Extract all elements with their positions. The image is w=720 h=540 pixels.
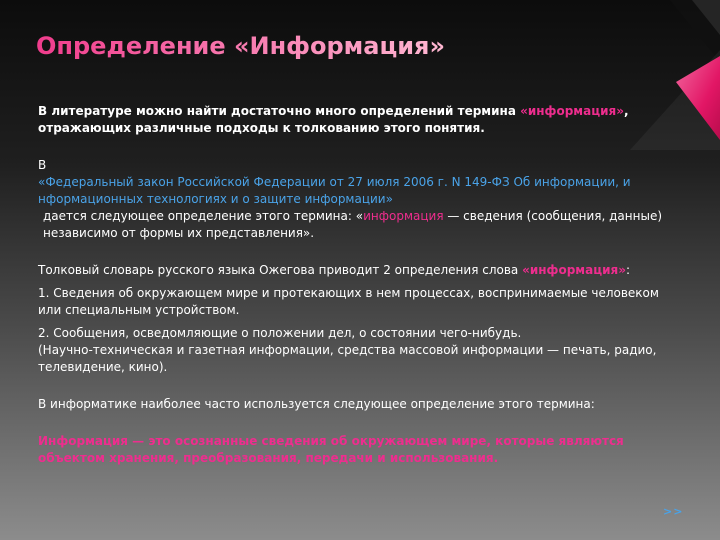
informatics-paragraph: В информатике наиболее часто используется следующее определение этого термина: (38, 397, 595, 411)
svg-text:Определение «Информация»: Определение «Информация» (36, 32, 445, 60)
definition-2-line2: (Научно-техническая и газетная информации, средства массовой информации — печать, радио, телевидение, кино). (38, 343, 657, 374)
term-highlight: «информация» (522, 263, 626, 277)
final-definition: Информация — это осознанные сведения об окружающем мире, которые являются объектом хранения, преобразования, передачи и использования. (38, 434, 624, 465)
ozhegov-paragraph: Толковый словарь русского языка Ожегова приводит 2 определения слова «информация»: (38, 263, 630, 277)
term-highlight: информация (363, 209, 444, 223)
next-slide-link[interactable]: >> (663, 505, 684, 518)
definition-1: 1. Сведения об окружающем мире и протекающих в нем процессах, воспринимаемые человеком или специальным устройством. (38, 286, 659, 317)
law-definition: дается следующее определение этого термина: «информация — сведения (сообщения, данные) независимо от формы их представления». (43, 209, 663, 240)
slide-content (38, 103, 680, 467)
law-paragraph-prefix: В (38, 158, 47, 172)
law-link[interactable]: «Федеральный закон Российской Федерации от 27 июля 2006 г. N 149-ФЗ Об информации, и нформационных технологиях и о защите информации» (38, 175, 631, 206)
page-title (36, 24, 536, 64)
term-highlight: «информация» (520, 104, 624, 118)
definition-2-line1: 2. Сообщения, осведомляющие о положении дел, о состоянии чего-нибудь. (38, 326, 522, 340)
intro-paragraph: В литературе можно найти достаточно много определений термина «информация», отражающих различные подходы к толкованию этого понятия. (38, 104, 629, 135)
